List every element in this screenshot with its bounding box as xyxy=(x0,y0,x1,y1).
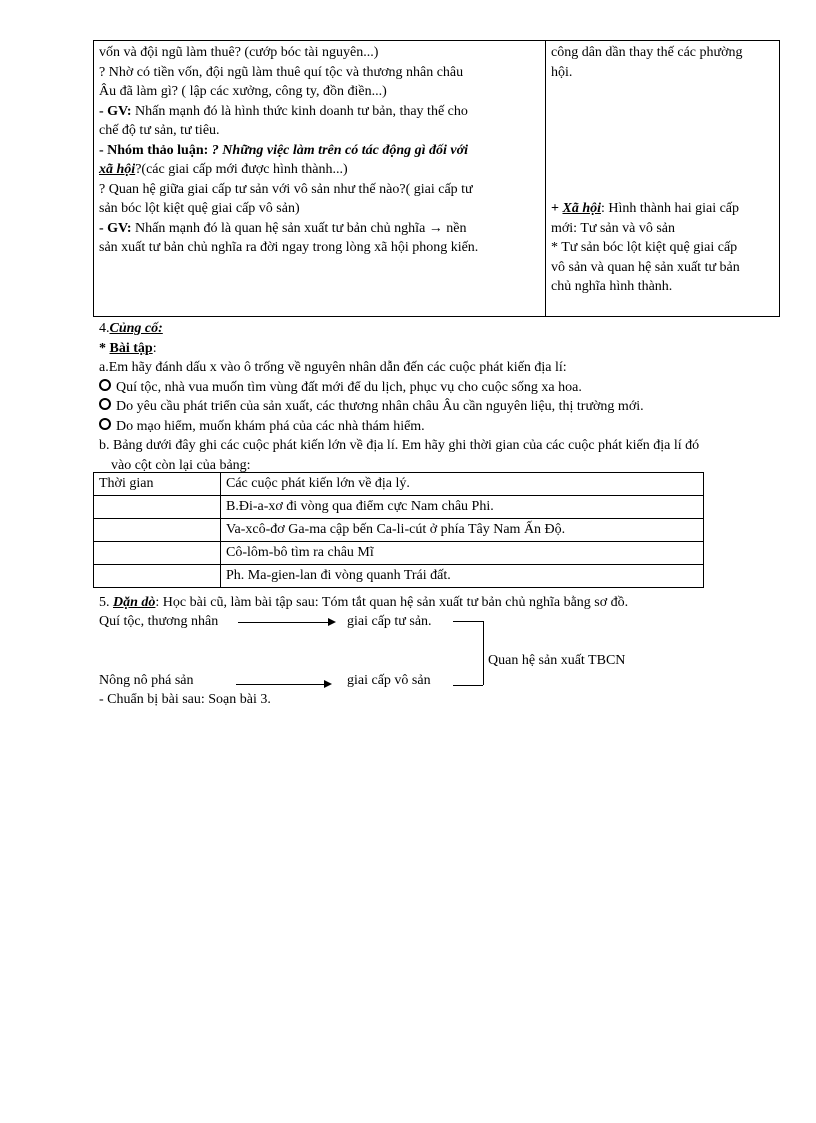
bracket-top xyxy=(453,621,483,622)
discoveries-table xyxy=(93,472,704,588)
text-line: mới: Tư sản và vô sản xyxy=(551,220,675,236)
section-title: Củng cố: xyxy=(109,321,163,336)
society-label: Xã hội xyxy=(562,201,601,216)
time-input-cell[interactable] xyxy=(94,496,221,519)
option-label: Do mạo hiểm, muốn khám phá của các nhà thám hiểm. xyxy=(116,418,425,434)
arrow-right-icon: → xyxy=(428,220,443,236)
task-b-continued: vào cột còn lại của bảng: xyxy=(111,457,251,473)
option-label: Do yêu cầu phát triển của sản xuất, các thương nhân châu Âu cần nguyên liệu, thị trường mới. xyxy=(116,399,644,414)
discussion-question: ? Những việc làm trên có tác động gì đối với xyxy=(211,142,469,158)
society-text: : Hình thành hai giai cấp xyxy=(601,201,740,216)
time-input-cell[interactable] xyxy=(94,565,221,588)
table-row xyxy=(94,519,704,542)
text-line: sản xuất tư bản chủ nghĩa ra đời ngay trong lòng xã hội phong kiến. xyxy=(99,240,479,255)
table-row xyxy=(94,542,704,565)
discovery-cell: Cô-lôm-bô tìm ra châu Mĩ xyxy=(221,542,704,565)
table-row xyxy=(94,565,704,588)
text-line: chủ nghĩa hình thành. xyxy=(551,279,673,294)
society-prefix: + xyxy=(551,201,563,216)
diagram-source-nobles: Quí tộc, thương nhân xyxy=(99,614,219,629)
consolidation-section xyxy=(99,319,789,475)
option-item xyxy=(99,417,789,437)
text-line: hội. xyxy=(551,64,573,80)
diagram-target-bourgeoisie: giai cấp tư sản. xyxy=(347,614,432,629)
gv-text: Nhấn mạnh đó là hình thức kinh doanh tư bản, thay thế cho xyxy=(131,103,468,119)
discussion-answer: ?(các giai cấp mới được hình thành...) xyxy=(135,162,348,177)
task-a: a.Em hãy đánh dấu x vào ô trống về nguyên nhân dẫn đến các cuộc phát kiến địa lí: xyxy=(99,360,567,375)
section-heading xyxy=(99,319,789,339)
activity-teacher-column xyxy=(94,41,546,316)
prepare-next-lesson: - Chuẩn bị bài sau: Soạn bài 3. xyxy=(99,692,271,707)
exercise-label: Bài tập xyxy=(109,340,153,356)
text-line: vô sản và quan hệ sản xuất tư bản xyxy=(551,259,740,275)
homework-text: : Học bài cũ, làm bài tập sau: Tóm tắt quan hệ sản xuất tư bản chủ nghĩa bằng sơ đồ. xyxy=(155,595,629,610)
discovery-cell: B.Đi-a-xơ đi vòng qua điểm cực Nam châu Phi. xyxy=(221,496,704,519)
text-line: * Tư sản bóc lột kiệt quệ giai cấp xyxy=(551,240,738,255)
radio-circle-icon[interactable] xyxy=(99,398,111,410)
text-line: Âu đã làm gì? ( lập các xưởng, công ty, đồn điền...) xyxy=(99,84,387,99)
diagram-source-serfs: Nông nô phá sản xyxy=(99,673,194,688)
gv-emphasis-line xyxy=(99,219,540,239)
text-line: vốn và đội ngũ làm thuê? (cướp bóc tài nguyên...) xyxy=(99,45,379,60)
task-b: b. Bảng dưới đây ghi các cuộc phát kiến lớn về địa lí. Em hãy ghi thời gian của các cuộc phát kiến địa lí đó xyxy=(99,438,700,453)
arrow-right-icon xyxy=(236,684,330,685)
option-item xyxy=(99,397,789,417)
time-input-cell[interactable] xyxy=(94,542,221,565)
homework-line xyxy=(99,593,628,613)
header-time: Thời gian xyxy=(94,473,221,496)
exercise-star: * xyxy=(99,340,110,356)
discussion-line xyxy=(99,141,540,161)
society-line xyxy=(551,199,774,219)
exercise-heading xyxy=(99,339,789,359)
text-line: ? Nhờ có tiền vốn, đội ngũ làm thuê quí tộc và thương nhân châu xyxy=(99,64,464,80)
gv-label: - GV: xyxy=(99,220,132,236)
arrow-right-icon xyxy=(238,622,334,623)
diagram-relation: Quan hệ sản xuất TBCN xyxy=(488,653,626,668)
option-label: Quí tộc, nhà vua muốn tìm vùng đất mới để du lịch, phục vụ cho cuộc sống xa hoa. xyxy=(116,379,582,395)
bracket-vertical xyxy=(483,621,484,685)
discussion-question-end: xã hội xyxy=(99,162,136,177)
section-number: 5. xyxy=(99,595,113,610)
discussion-line-2 xyxy=(99,160,540,180)
discovery-cell: Va-xcô-đơ Ga-ma cập bến Ca-li-cút ở phía Tây Nam Ấn Độ. xyxy=(221,519,704,542)
gv-text-tail: nền xyxy=(442,220,467,236)
radio-circle-icon[interactable] xyxy=(99,418,111,430)
exercise-colon: : xyxy=(152,340,157,356)
text-line: chế độ tư sản, tư tiêu. xyxy=(99,123,220,138)
activity-table xyxy=(93,40,780,317)
gv-label: - GV: xyxy=(99,103,132,119)
section-title: Dặn dò xyxy=(113,595,156,610)
activity-content-column xyxy=(546,41,779,316)
time-input-cell[interactable] xyxy=(94,519,221,542)
option-item xyxy=(99,378,789,398)
table-row xyxy=(94,496,704,519)
discussion-label: - Nhóm thảo luận: xyxy=(99,142,212,158)
text-line: ? Quan hệ giữa giai cấp tư sản với vô sản như thế nào?( giai cấp tư xyxy=(99,181,473,197)
radio-circle-icon[interactable] xyxy=(99,379,111,391)
table-header-row xyxy=(94,473,704,496)
gv-emphasis-line xyxy=(99,102,540,122)
bracket-bottom xyxy=(453,685,483,686)
diagram-target-proletariat: giai cấp vô sản xyxy=(347,673,431,688)
text-line: sản bóc lột kiệt quệ giai cấp vô sản) xyxy=(99,201,300,216)
spacer xyxy=(551,82,774,199)
text-line: công dân dần thay thế các phường xyxy=(551,45,743,60)
header-discoveries: Các cuộc phát kiến lớn về địa lý. xyxy=(221,473,704,496)
gv-text: Nhấn mạnh đó là quan hệ sản xuất tư bản chủ nghĩa xyxy=(131,220,426,236)
section-number: 4. xyxy=(99,321,110,336)
discovery-cell: Ph. Ma-gien-lan đi vòng quanh Trái đất. xyxy=(221,565,704,588)
